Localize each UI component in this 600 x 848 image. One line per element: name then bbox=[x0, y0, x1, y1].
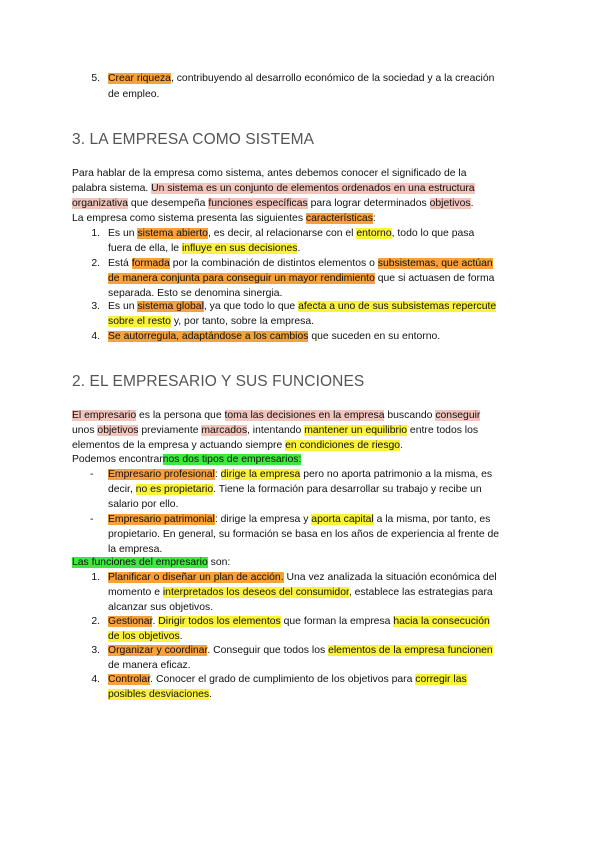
list-item-text: Controlar. Conocer el grado de cumplimiento de los objetivos para corregir las bbox=[108, 674, 467, 685]
paragraph-line: unos objetivos previamente marcados, intentando mantener un equilibrio entre todos los bbox=[72, 425, 479, 436]
list-item-text: la empresa. bbox=[108, 544, 163, 555]
list-item-text: decir, no es propietario. Tiene la formación para desarrollar su trabajo y recibe un bbox=[108, 484, 482, 495]
paragraph-line: palabra sistema. Un sistema es un conjunto de elementos ordenados en una estructura bbox=[72, 183, 475, 194]
list-item-text: de empleo. bbox=[108, 89, 160, 100]
list-item-text: posibles desviaciones. bbox=[108, 689, 212, 700]
paragraph-line: El empresario es la persona que toma las decisiones en la empresa buscando conseguir bbox=[72, 410, 481, 421]
list-item-text: Organizar y coordinar. Conseguir que todos los elementos de la empresa funcionen bbox=[108, 645, 493, 656]
list-number: 1. bbox=[91, 572, 100, 583]
bullet-dash: - bbox=[90, 514, 94, 525]
paragraph-line: Podemos encontrarnos dos tipos de empresarios: bbox=[72, 454, 302, 465]
bullet-dash: - bbox=[90, 469, 94, 480]
list-number: 2. bbox=[91, 258, 100, 269]
section-heading: 2. EL EMPRESARIO Y SUS FUNCIONES bbox=[72, 373, 365, 390]
paragraph-line: organizativa que desempeña funciones específicas para lograr determinados objetivos. bbox=[72, 198, 474, 209]
list-number: 2. bbox=[91, 616, 100, 627]
list-item-text: propietario. En general, su formación se basa en los años de experiencia al frente de bbox=[108, 529, 500, 540]
list-item-text: de manera conjunta para conseguir un mayor rendimiento que si actuasen de forma bbox=[108, 273, 495, 284]
list-number: 4. bbox=[91, 331, 100, 342]
list-number: 3. bbox=[91, 301, 100, 312]
list-item-text: de los objetivos. bbox=[108, 631, 183, 642]
section-heading: 3. LA EMPRESA COMO SISTEMA bbox=[72, 131, 315, 148]
paragraph-line: Para hablar de la empresa como sistema, antes debemos conocer el significado de la bbox=[72, 168, 467, 179]
list-item-text: Crear riqueza, contribuyendo al desarrollo económico de la sociedad y a la creación bbox=[108, 73, 495, 84]
paragraph-line: La empresa como sistema presenta las siguientes características: bbox=[72, 213, 376, 224]
list-item-text: Está formada por la combinación de distintos elementos o subsistemas, que actúan bbox=[108, 258, 493, 269]
list-item-text: momento e interpretados los deseos del consumidor, establece las estrategias para bbox=[108, 587, 493, 598]
list-item-text: alcanzar sus objetivos. bbox=[108, 602, 214, 613]
paragraph-line: Las funciones del empresario son: bbox=[72, 557, 231, 568]
list-item-text: fuera de ella, le influye en sus decisiones. bbox=[108, 243, 301, 254]
list-number: 1. bbox=[91, 228, 100, 239]
list-item-text: separada. Esto se denomina sinergia. bbox=[108, 288, 283, 299]
list-number: 4. bbox=[91, 674, 100, 685]
list-item-text: Planificar o diseñar un plan de acción. Una vez analizada la situación económica del bbox=[108, 572, 497, 583]
list-number: 3. bbox=[91, 645, 100, 656]
list-item-text: salario por ello. bbox=[108, 499, 179, 510]
list-item-text: Se autorregula, adaptándose a los cambios que suceden en su entorno. bbox=[108, 331, 441, 342]
paragraph-line: elementos de la empresa y actuando siempre en condiciones de riesgo. bbox=[72, 440, 403, 451]
list-item-text: sobre el resto y, por tanto, sobre la empresa. bbox=[108, 316, 314, 327]
list-number: 5. bbox=[91, 73, 100, 84]
list-item-text: Es un sistema global, ya que todo lo que afecta a uno de sus subsistemas repercute bbox=[108, 301, 497, 312]
list-item-text: Empresario patrimonial: dirige la empresa y aporta capital a la misma, por tanto, es bbox=[108, 514, 491, 525]
list-item-text: Empresario profesional: dirige la empresa pero no aporta patrimonio a la misma, es bbox=[108, 469, 493, 480]
list-item-text: de manera eficaz. bbox=[108, 660, 191, 671]
list-item-text: Gestionar. Dirigir todos los elementos que forman la empresa hacia la consecución bbox=[108, 616, 490, 627]
list-item-text: Es un sistema abierto, es decir, al relacionarse con el entorno, todo lo que pasa bbox=[108, 228, 475, 239]
